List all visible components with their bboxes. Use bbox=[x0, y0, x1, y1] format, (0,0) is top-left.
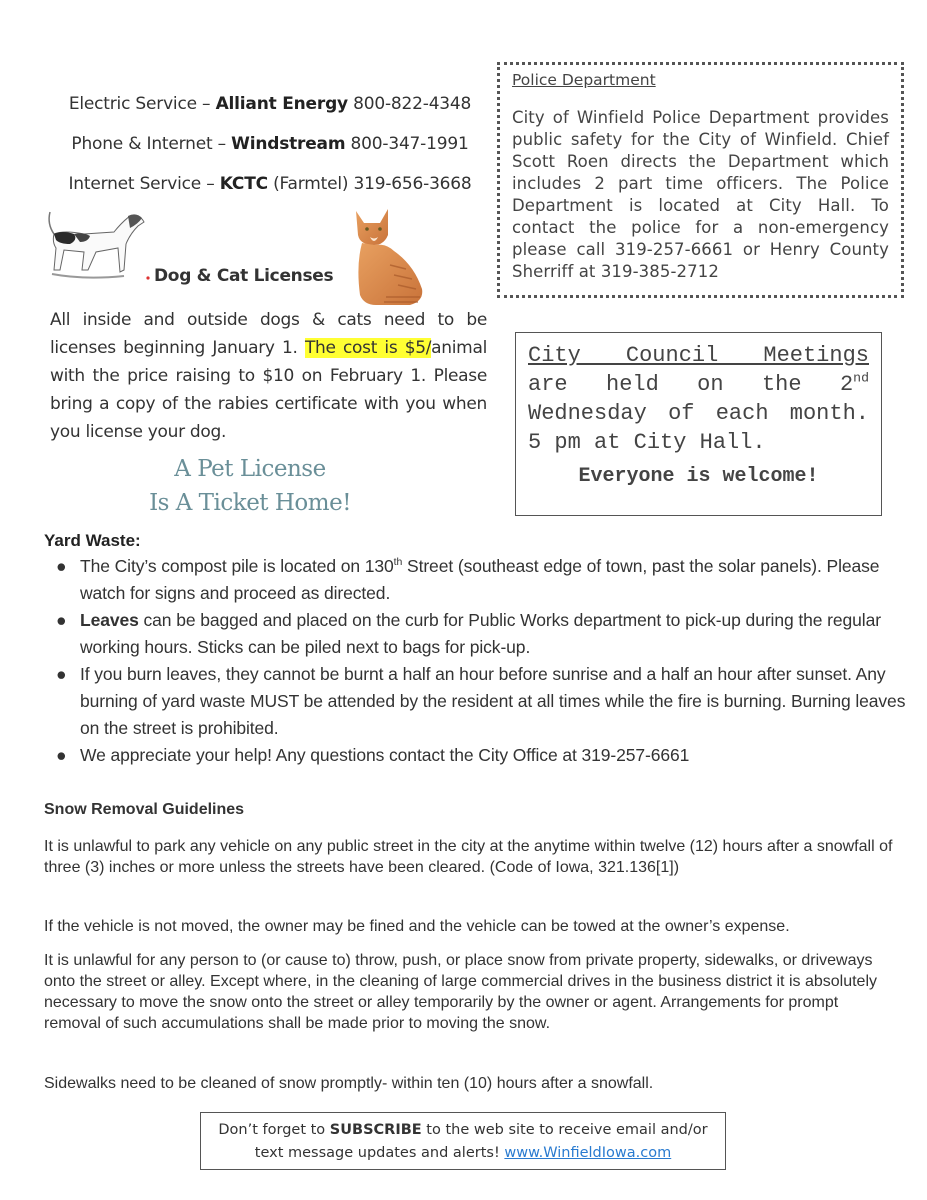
utility-phone: 319-656-3668 bbox=[348, 174, 472, 194]
utility-provider: KCTC bbox=[219, 174, 268, 194]
council-line-4: 5 pm at City Hall. bbox=[528, 430, 766, 455]
council-heading: City Council Meetings bbox=[528, 343, 869, 368]
list-item bbox=[50, 553, 920, 607]
bullet-icon: ● bbox=[56, 556, 67, 576]
subscribe-text: Don’t forget to bbox=[218, 1122, 330, 1138]
item-text: We appreciate your help! Any questions contact the City Office at 319-257-6661 bbox=[80, 745, 690, 765]
licenses-text: All inside and outside dogs & cats need to be licenses beginning January 1. bbox=[50, 310, 487, 358]
snow-paragraph: Sidewalks need to be cleaned of snow promptly- within ten (10) hours after a snowfall. bbox=[44, 1075, 654, 1092]
licenses-text: animal with the price raising to $10 on February 1. Please bring a copy of the rabies certificate with you when you license your dog. bbox=[50, 338, 487, 442]
utility-extra: (Farmtel) bbox=[267, 174, 349, 194]
snow-title: Snow Removal Guidelines bbox=[44, 801, 245, 818]
police-title: Police Department bbox=[512, 71, 656, 89]
dog-illustration-icon bbox=[44, 204, 150, 284]
council-text: are held on the 2 bbox=[528, 372, 854, 397]
utility-electric bbox=[40, 94, 500, 114]
snow-paragraph: If the vehicle is not moved, the owner may be fined and the vehicle can be towed at the owner’s expense. bbox=[44, 918, 790, 935]
orange-cat-photo-icon bbox=[350, 205, 426, 308]
list-item bbox=[50, 661, 920, 742]
snow-paragraph: It is unlawful to park any vehicle on any public street in the city at the anytime within twelve (12) hours after a snowfall of three (3) inches or more unless the streets have been cleared. (Code of Iowa, 321.136[1]) bbox=[44, 838, 893, 876]
city-council-box bbox=[515, 332, 882, 516]
police-department-box bbox=[497, 62, 904, 298]
item-text: Street (southeast edge of town, past the solar panels). Please watch for signs and proceed as directed. bbox=[80, 556, 880, 603]
utility-phone: 800-822-4348 bbox=[347, 94, 472, 114]
list-item bbox=[50, 607, 920, 661]
bullet-icon: ● bbox=[56, 664, 67, 684]
bullet-icon: ● bbox=[56, 745, 67, 765]
subscribe-bold: SUBSCRIBE bbox=[329, 1122, 422, 1138]
council-sup: nd bbox=[853, 370, 869, 386]
list-item bbox=[50, 742, 920, 769]
subscribe-box bbox=[200, 1112, 726, 1170]
utility-provider: Windstream bbox=[231, 134, 346, 154]
licenses-cost-highlight: The cost is $5/ bbox=[304, 338, 432, 358]
licenses-body bbox=[50, 306, 487, 446]
licenses-title: Dog & Cat Licenses bbox=[154, 266, 334, 286]
council-welcome: Everyone is welcome! bbox=[578, 465, 819, 488]
council-line-2 bbox=[528, 370, 869, 399]
utility-phone-internet bbox=[40, 134, 500, 154]
police-body: City of Winfield Police Department provides public safety for the City of Winfield. Chief Scott Roen directs the Department which includes 2 part time officers. The Police Department is located at City Hall. To contact the police for a non-emergency please call 319-257-6661 or Henry County Sherriff at 319-385-2712 bbox=[512, 108, 889, 281]
website-link[interactable]: www.WinfieldIowa.com bbox=[504, 1145, 672, 1161]
item-text: can be bagged and placed on the curb for Public Works department to pick-up during the regular working hours. Sticks can be piled next to bags for pick-up. bbox=[80, 610, 881, 657]
utility-internet bbox=[40, 174, 500, 194]
item-bold: Leaves bbox=[80, 610, 139, 630]
utility-label: Electric Service – bbox=[68, 94, 216, 114]
slogan-line-1: A Pet License bbox=[174, 456, 326, 482]
item-text: If you burn leaves, they cannot be burnt a half an hour before sunrise and a half an hour after sunset. Any burning of yard waste MUST be attended by the resident at all times while the fire is burning. Burning leaves on the street is prohibited. bbox=[80, 664, 906, 738]
council-line-3: Wednesday of each month. bbox=[528, 401, 869, 426]
utility-label: Internet Service – bbox=[68, 174, 220, 194]
subscribe-text: to the web site to receive email and/or text message updates and alerts! bbox=[254, 1122, 708, 1161]
bullet-icon: ● bbox=[56, 610, 67, 630]
snow-paragraph: It is unlawful for any person to (or cause to) throw, push, or place snow from private property, sidewalks, or driveways onto the street or alley. Except where, in the cleaning of large commercial drives in the business district it is absolutely necessary to move the snow onto the street or alley temporarily by the owner or agent. Arrangements for prompt removal of such accumulations shall be made prior to moving the snow. bbox=[44, 952, 877, 1032]
item-text: The City’s compost pile is located on 130 bbox=[80, 556, 394, 576]
yard-waste-list bbox=[50, 553, 920, 769]
utility-phone: 800-347-1991 bbox=[345, 134, 469, 154]
yard-waste-title: Yard Waste: bbox=[44, 531, 141, 550]
utility-label: Phone & Internet – bbox=[71, 134, 232, 154]
item-sup: th bbox=[393, 556, 403, 569]
utility-provider: Alliant Energy bbox=[215, 94, 348, 114]
slogan-line-2: Is A Ticket Home! bbox=[149, 490, 351, 516]
